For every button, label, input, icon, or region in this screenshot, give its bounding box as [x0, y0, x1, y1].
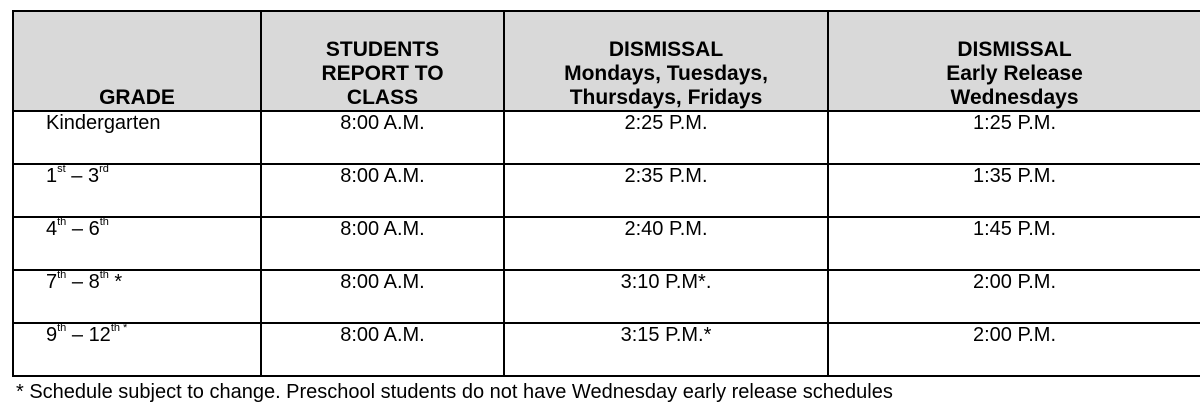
dismissal-early-cell: 2:00 P.M. [828, 323, 1200, 376]
header-students-report: STUDENTS REPORT TO CLASS [261, 11, 504, 111]
report-time-cell: 8:00 A.M. [261, 217, 504, 270]
table-row [13, 270, 1200, 323]
grade-cell: $9th - 12^{th *}$ [13, 323, 261, 376]
table-row [13, 217, 1200, 270]
dismissal-regular-cell: 2:40 P.M. [504, 217, 828, 270]
grade-cell: 1st – 3rd [13, 164, 261, 217]
dismissal-regular-cell: 3:15 P.M.* [504, 323, 828, 376]
table-row [13, 323, 1200, 376]
header-dismissal-early: DISMISSAL Early Release Wednesdays [828, 11, 1200, 111]
table-body [13, 111, 1200, 376]
dismissal-early-cell: 2:00 P.M. [828, 270, 1200, 323]
report-time-cell: 8:00 A.M. [261, 111, 504, 164]
table-row [13, 164, 1200, 217]
grade-cell: 4th – 6th [13, 217, 261, 270]
grade-cell: Kindergarten [13, 111, 261, 164]
header-row [13, 11, 1200, 111]
report-time-cell: 8:00 A.M. [261, 270, 504, 323]
dismissal-schedule-table [12, 10, 1200, 377]
table-row [13, 111, 1200, 164]
header-dismissal-regular: DISMISSAL Mondays, Tuesdays, Thursdays, Fridays [504, 11, 828, 111]
dismissal-early-cell: 1:25 P.M. [828, 111, 1200, 164]
dismissal-early-cell: 1:45 P.M. [828, 217, 1200, 270]
dismissal-regular-cell: 2:35 P.M. [504, 164, 828, 217]
header-grade: GRADE [13, 11, 261, 111]
dismissal-early-cell: 1:35 P.M. [828, 164, 1200, 217]
grade-cell: 7th – 8th * [13, 270, 261, 323]
schedule-footnote: * Schedule subject to change. Preschool students do not have Wednesday early release schedules [16, 381, 893, 403]
report-time-cell: 8:00 A.M. [261, 323, 504, 376]
dismissal-regular-cell: 3:10 P.M*. [504, 270, 828, 323]
report-time-cell: 8:00 A.M. [261, 164, 504, 217]
dismissal-regular-cell: 2:25 P.M. [504, 111, 828, 164]
table-header [13, 11, 1200, 111]
